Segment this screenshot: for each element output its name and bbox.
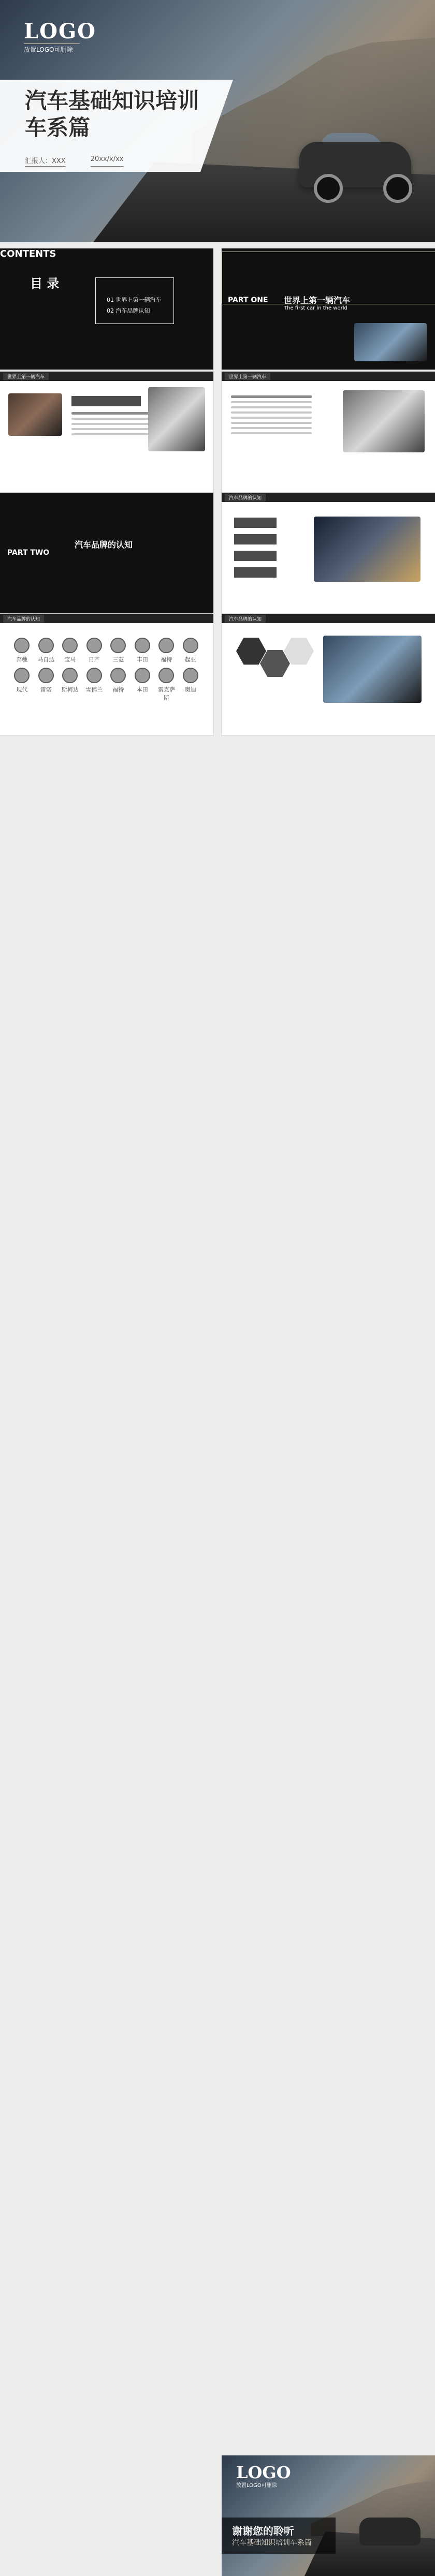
date-field: 20xx/x/xx: [91, 155, 124, 167]
presenter-field: 汇报人：XXX: [25, 155, 66, 167]
brand-cell: 福特: [108, 668, 129, 702]
slide-first-car-2: [222, 372, 435, 493]
brand-cell: 起亚: [180, 638, 201, 664]
brand-photo-main: [323, 636, 422, 703]
end-logo-note: 放置LOGO可删除: [236, 2483, 277, 2489]
brand-intro-image: [314, 517, 421, 582]
hero-car-wheel-left: [314, 174, 343, 203]
end-subtitle: 汽车基础知识培训车系篇: [232, 2539, 312, 2547]
brand-cell: 三菱: [108, 638, 129, 664]
brand-intro-item-2: [234, 534, 277, 544]
end-thanks: 谢谢您的聆听: [232, 2525, 294, 2537]
part-one-subtitle: The first car in the world: [284, 305, 347, 311]
brand-cell: 雷克萨斯: [156, 668, 177, 702]
slide-tag: 世界上第一辆汽车: [3, 373, 49, 380]
brand-intro-item-3: [234, 551, 277, 561]
logo-text: LOGO: [24, 19, 96, 43]
brand-cell: 雪佛兰: [84, 668, 105, 702]
brand-cell: 雷诺: [36, 668, 57, 702]
contents-title: 目 录: [30, 276, 60, 291]
logo-note: 放置LOGO可删除: [24, 43, 80, 54]
contents-slide: [0, 248, 213, 370]
brand-cell: 福特: [156, 638, 177, 664]
brand-intro-tag: 汽车品牌的认知: [225, 494, 266, 502]
brand-cell: 斯柯达: [60, 668, 81, 702]
part-two-slide: [0, 493, 213, 614]
thank-you-slide: [222, 2455, 435, 2576]
end-logo: LOGO: [236, 2463, 291, 2482]
first-car-highlight: [71, 396, 141, 406]
brand-intro-slide: [222, 493, 435, 614]
brand-cell: 奥迪: [180, 668, 201, 702]
contents-item-1: 01 世界上第一辆汽车: [107, 297, 162, 303]
brand-cell: 丰田: [132, 638, 153, 664]
brand-grid-tag: 汽车品牌的认知: [3, 615, 44, 623]
page-title-line-2: 车系篇: [25, 115, 91, 140]
brand-photo-tag: 汽车品牌的认知: [225, 615, 266, 623]
part-two-title: 汽车品牌的认知: [75, 540, 133, 550]
brand-cell: 日产: [84, 638, 105, 664]
part-one-title: 世界上第一辆汽车: [284, 296, 351, 305]
brand-cell: 马自达: [36, 638, 57, 664]
part-one-slide: [222, 248, 435, 370]
brand-cell: 本田: [132, 668, 153, 702]
slide-tag-2: 世界上第一辆汽车: [225, 373, 270, 380]
title-slide: [0, 0, 435, 242]
part-two-label: PART TWO: [7, 549, 50, 557]
brand-photo-slide: [222, 614, 435, 735]
brand-cell: 宝马: [60, 638, 81, 664]
brand-intro-item-4: [234, 567, 277, 578]
contents-item-2: 02 汽车品牌认知: [107, 307, 150, 314]
logo-block: [24, 19, 96, 54]
first-car-side-image: [148, 387, 205, 451]
first-car-text: [71, 409, 154, 438]
part-one-label: PART ONE: [228, 296, 268, 304]
first-car-2-image: [343, 390, 425, 452]
first-car-2-text: [231, 392, 312, 437]
title-meta: [25, 155, 124, 167]
brand-cell: 奔驰: [11, 638, 33, 664]
brand-grid: [11, 638, 201, 702]
end-car: [359, 2518, 421, 2545]
brand-grid-slide: [0, 614, 213, 735]
page-title-line-1: 汽车基础知识培训: [25, 88, 199, 113]
part-one-image: [354, 323, 427, 361]
brand-intro-item-1: [234, 518, 277, 528]
brand-cell: 现代: [11, 668, 33, 702]
first-car-image: [8, 393, 62, 436]
page-title: [25, 87, 199, 141]
contents-subtitle: CONTENTS: [0, 248, 56, 259]
slide-first-car: [0, 372, 213, 493]
hero-car-wheel-right: [383, 174, 412, 203]
